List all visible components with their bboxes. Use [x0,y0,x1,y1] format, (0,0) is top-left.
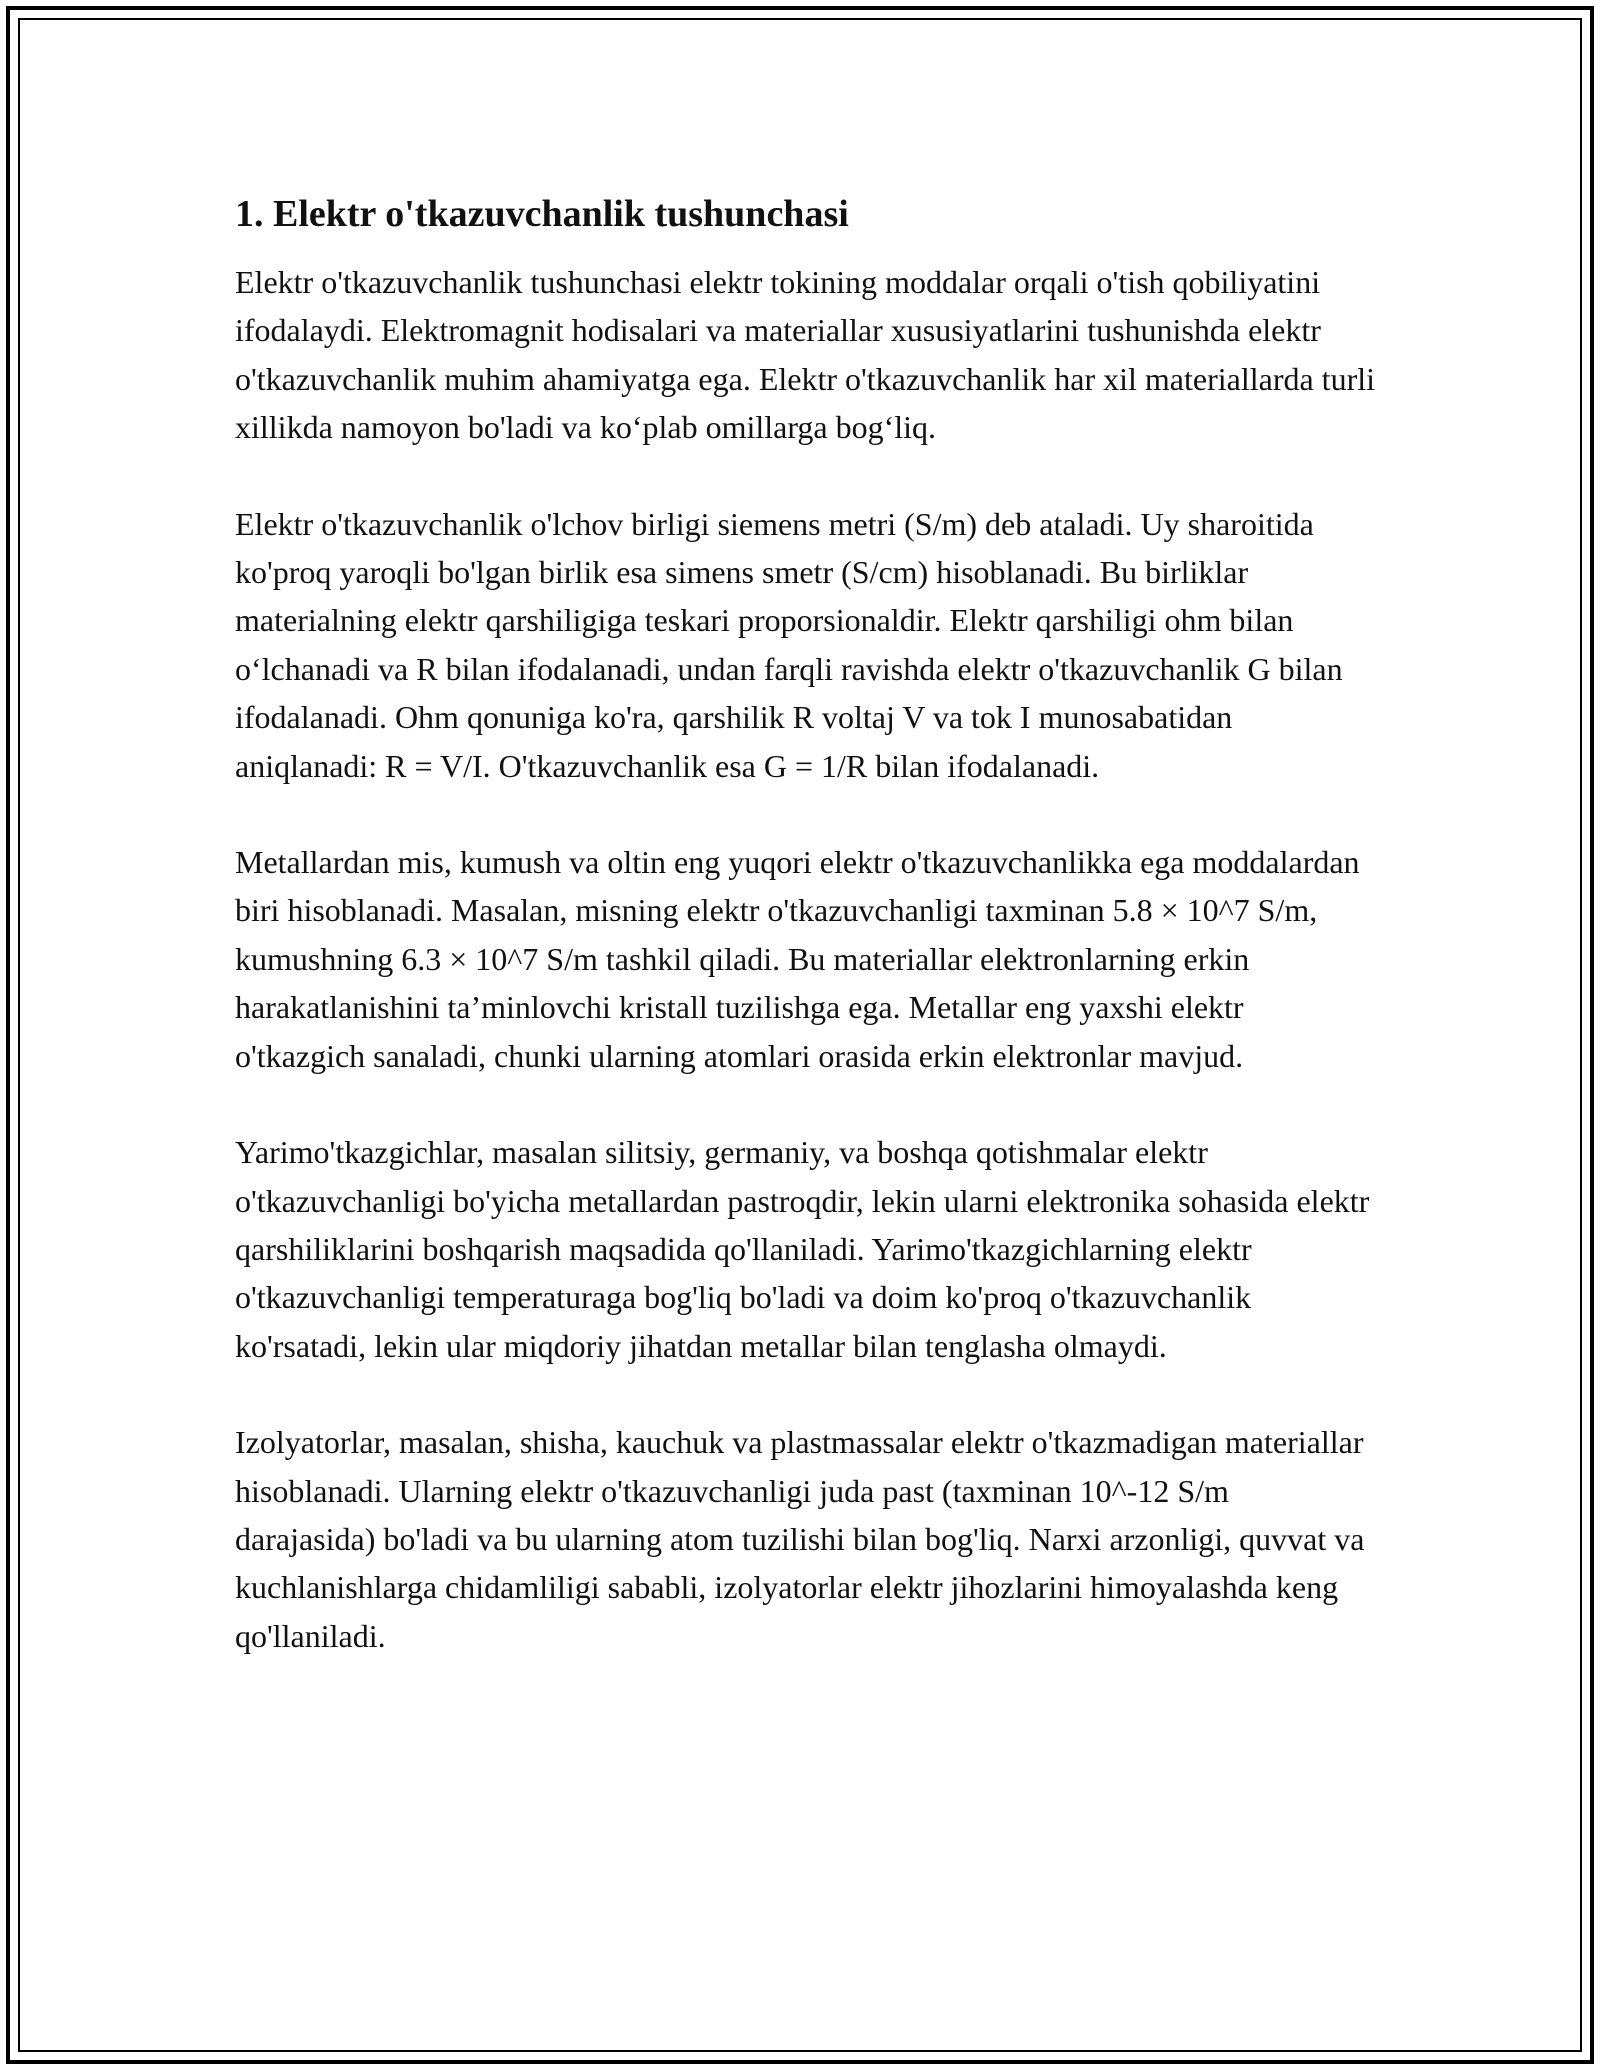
paragraph-units: Elektr o'tkazuvchanlik o'lchov birligi siemens metri (S/m) deb ataladi. Uy sharoitida ko'proq yaroqli bo'lgan birlik esa simens smetr (S/cm) hisoblanadi. Bu birliklar materialning elektr qarshiligiga teskari proporsionaldir. Elektr qarshiligi ohm bilan o‘lchanadi va R bilan ifodalanadi, undan farqli ravishda elektr o'tkazuvchanlik G bilan ifodalanadi. Ohm qonuniga ko'ra, qarshilik R voltaj V va tok I munosabatidan aniqlanadi: R = V/I. O'tkazuvchanlik esa G = 1/R bilan ifodalanadi. [235,505,1343,784]
paragraph-semiconductors: Yarimo'tkazgichlar, masalan silitsiy, germaniy, va boshqa qotishmalar elektr o'tkazuvchanligi bo'yicha metallardan pastroqdir, lekin ularni elektronika sohasida elektr qarshiliklarini boshqarish maqsadida qo'llaniladi. Yarimo'tkazgichlarning elektr o'tkazuvchanligi temperaturaga bog'liq bo'ladi va doim ko'proq o'tkazuvchanlik ko'rsatadi, lekin ular miqdoriy jihatdan metallar bilan tenglasha olmaydi. [235,1134,1370,1364]
paragraph-insulators: Izolyatorlar, masalan, shisha, kauchuk va plastmassalar elektr o'tkazmadigan materiallar hisoblanadi. Ularning elektr o'tkazuvchanligi juda past (taxminan 10^-12 S/m darajasida) bo'ladi va bu ularning atom tuzilishi bilan bog'liq. Narxi arzonligi, quvvat va kuchlanishlarga chidamliligi sababli, izolyatorlar elektr jihozlarini himoyalashda keng qo'llaniladi. [235,1424,1365,1654]
paragraph-definition: Elektr o'tkazuvchanlik tushunchasi elektr tokining moddalar orqali o'tish qobiliyatini ifodalaydi. Elektromagnit hodisalari va materiallar xususiyatlarini tushunishda elektr o'tkazuvchanlik muhim ahamiyatga ega. Elektr o'tkazuvchanlik har xil materiallarda turli xillikda namoyon bo'ladi va ko‘plab omillarga bog‘liq. [235,264,1375,446]
document-body [235,190,1375,1708]
section-title: 1. Elektr o'tkazuvchanlik tushunchasi [235,193,849,235]
paragraph-metals: Metallardan mis, kumush va oltin eng yuqori elektr o'tkazuvchanlikka ega moddalardan biri hisoblanadi. Masalan, misning elektr o'tkazuvchanligi taxminan 5.8 × 10^7 S/m, kumushning 6.3 × 10^7 S/m tashkil qiladi. Bu materiallar elektronlarning erkin harakatlanishini ta’minlovchi kristall tuzilishga ega. Metallar eng yaxshi elektr o'tkazgich sanaladi, chunki ularning atomlari orasida erkin elektronlar mavjud. [235,844,1360,1074]
